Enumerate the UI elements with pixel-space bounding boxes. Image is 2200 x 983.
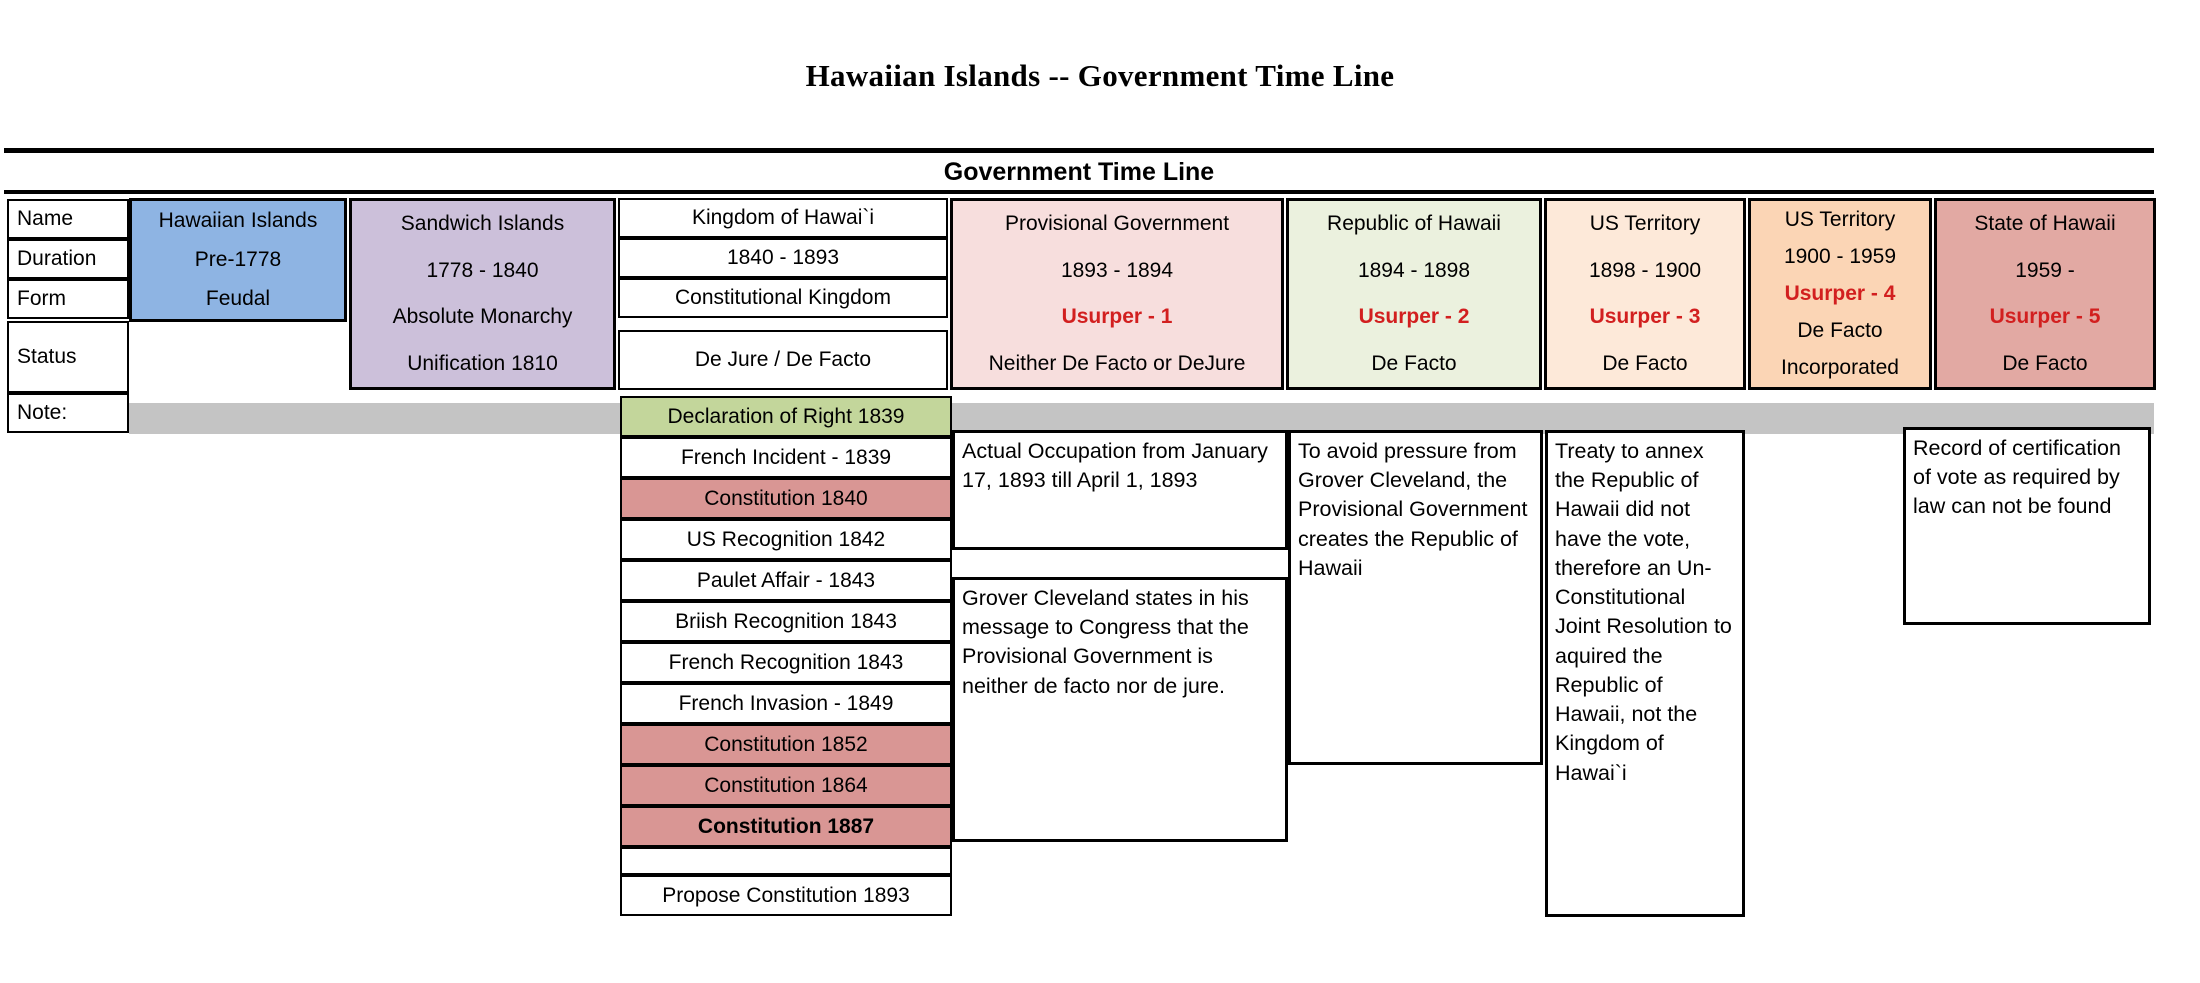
event-row: French Incident - 1839 — [620, 437, 952, 478]
row-label-form: Form — [7, 279, 129, 319]
period-usurper: Usurper - 4 — [1784, 282, 1896, 305]
period-usurper: Usurper - 3 — [1589, 305, 1701, 329]
period-form: Feudal — [205, 287, 271, 311]
event-row: Constitution 1852 — [620, 724, 952, 765]
row-label-note: Note: — [7, 393, 129, 433]
event-row: Constitution 1887 — [620, 806, 952, 847]
note-territory: Treaty to annex the Republic of Hawaii did not have the vote, therefore an Un-Constitutional Joint Resolution to aquired the Republic of Hawaii, not the Kingdom of Hawai`i — [1545, 430, 1745, 917]
period-card-us-territory-1898 — [1544, 198, 1746, 390]
event-row-spacer — [620, 847, 952, 875]
period-form: Absolute Monarchy — [392, 305, 573, 329]
note-state: Record of certification of vote as required by law can not be found — [1903, 427, 2151, 625]
event-row: Briish Recognition 1843 — [620, 601, 952, 642]
period-name: US Territory — [1589, 212, 1701, 236]
event-row: Constitution 1864 — [620, 765, 952, 806]
period-status: De Facto — [1797, 319, 1883, 343]
event-row: Propose Constitution 1893 — [620, 875, 952, 916]
period-name: Hawaiian Islands — [158, 208, 318, 232]
period-name: State of Hawaii — [1974, 212, 2116, 236]
period-extra: Incorporated — [1781, 356, 1899, 380]
note-republic: To avoid pressure from Grover Cleveland, the Provisional Government creates the Republic of Hawaii — [1288, 430, 1543, 765]
kingdom-form: Constitutional Kingdom — [618, 278, 948, 318]
kingdom-duration: 1840 - 1893 — [618, 238, 948, 278]
period-status: Unification 1810 — [407, 351, 558, 375]
row-label-duration: Duration — [7, 239, 129, 279]
event-row: US Recognition 1842 — [620, 519, 952, 560]
period-status: De Facto — [2002, 351, 2088, 375]
banner-subtitle: Government Time Line — [943, 158, 1215, 186]
event-row: Paulet Affair - 1843 — [620, 560, 952, 601]
period-duration: 1900 - 1959 — [1783, 244, 1897, 268]
kingdom-status: De Jure / De Facto — [618, 330, 948, 390]
period-card-hawaiian-islands — [129, 198, 347, 322]
row-label-status: Status — [7, 321, 129, 393]
period-duration: Pre-1778 — [194, 247, 282, 271]
period-name: Provisional Government — [1004, 212, 1230, 236]
period-duration: 1778 - 1840 — [426, 258, 539, 282]
event-row: Constitution 1840 — [620, 478, 952, 519]
period-card-provisional-government — [950, 198, 1284, 390]
period-name: US Territory — [1784, 207, 1896, 231]
banner-rule-bottom — [4, 190, 2154, 194]
banner-rule-top — [4, 148, 2154, 153]
period-card-state-of-hawaii — [1934, 198, 2156, 390]
period-name: Republic of Hawaii — [1327, 212, 1501, 236]
event-row: Declaration of Right 1839 — [620, 396, 952, 437]
period-duration: 1894 - 1898 — [1357, 258, 1471, 282]
period-usurper: Usurper - 2 — [1358, 305, 1470, 329]
period-usurper: Usurper - 1 — [1061, 305, 1173, 329]
period-card-republic-of-hawaii — [1286, 198, 1542, 390]
period-status: De Facto — [1371, 351, 1457, 375]
page-title: Hawaiian Islands -- Government Time Line — [805, 58, 1395, 93]
period-duration: 1959 - — [2015, 258, 2075, 282]
note-provisional-occupation: Actual Occupation from January 17, 1893 till April 1, 1893 — [952, 430, 1288, 550]
period-duration: 1893 - 1894 — [1060, 258, 1174, 282]
period-status: De Facto — [1602, 351, 1688, 375]
period-card-us-territory-1900 — [1748, 198, 1932, 390]
period-usurper: Usurper - 5 — [1989, 305, 2101, 329]
period-card-sandwich-islands — [349, 198, 616, 390]
event-row: French Recognition 1843 — [620, 642, 952, 683]
period-status: Neither De Facto or DeJure — [988, 351, 1246, 375]
kingdom-name: Kingdom of Hawai`i — [618, 198, 948, 238]
row-label-name: Name — [7, 199, 129, 239]
event-row: French Invasion - 1849 — [620, 683, 952, 724]
period-duration: 1898 - 1900 — [1588, 258, 1702, 282]
period-name: Sandwich Islands — [400, 212, 565, 236]
note-provisional-cleveland: Grover Cleveland states in his message to Congress that the Provisional Government is neither de facto nor de jure. — [952, 577, 1288, 842]
